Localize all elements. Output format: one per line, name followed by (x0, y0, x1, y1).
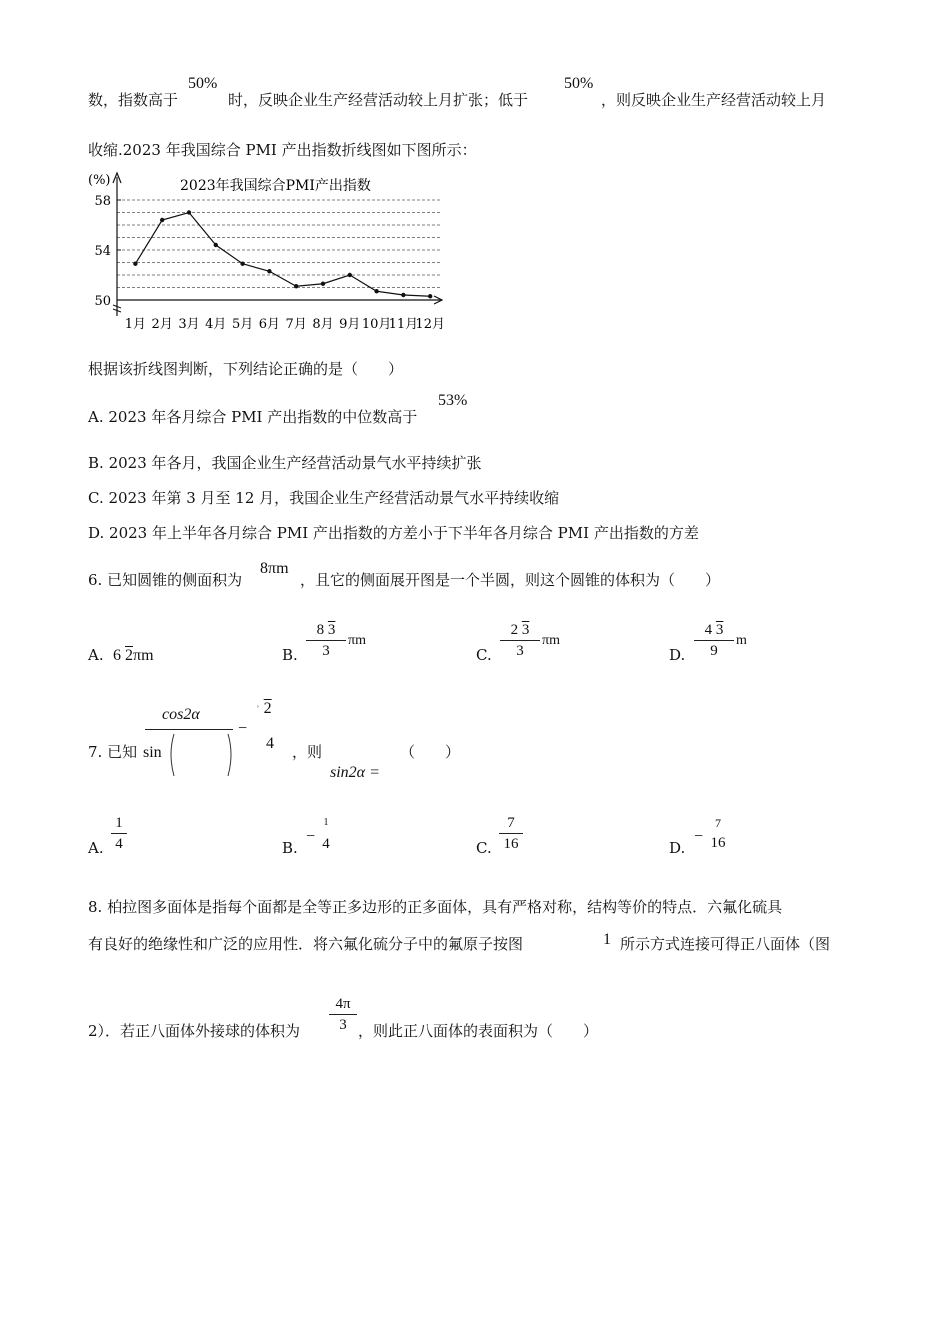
x-tick-label: 6月 (258, 317, 281, 332)
q8-line3b: ，则此正八面体的表面积为（ ） (358, 1022, 599, 1040)
data-point-8月 (321, 282, 325, 286)
q6-a-label: A. (88, 646, 104, 664)
q7-paren: （ ） (400, 743, 461, 761)
data-point-3月 (187, 210, 191, 214)
q7-rhs-den: 4 (266, 735, 274, 752)
data-point-11月 (401, 293, 405, 297)
data-point-10月 (374, 289, 378, 293)
q5-c-label: C. (88, 489, 104, 507)
q6-c-label: C. (476, 646, 492, 664)
q5-b-text: 2023 年各月，我国企业生产经营活动景气水平持续扩张 (108, 454, 482, 472)
q5-option-a (88, 407, 417, 427)
q8-line3a: 2）．若正八面体外接球的体积为 (88, 1022, 301, 1040)
q5-option-c (88, 488, 559, 508)
x-tick-label: 1月 (124, 317, 147, 332)
q6-a-expr: 6 2πm (113, 647, 154, 664)
q6-d-fraction: 4 3 9 (694, 621, 734, 660)
data-point-5月 (240, 262, 244, 266)
chart-title: 2023年我国综合PMI产出指数 (180, 178, 371, 194)
data-point-6月 (267, 269, 271, 273)
data-point-4月 (214, 243, 218, 247)
q6-d-tail: m (736, 633, 747, 648)
q8-fig-no: 1 (603, 931, 611, 948)
x-tick-label: 5月 (231, 317, 254, 332)
y-tick-label-58: 58 (94, 194, 111, 209)
q5-option-d (88, 523, 699, 543)
q7-d-label: D. (669, 839, 686, 857)
x-tick-label: 3月 (178, 317, 200, 332)
chart-y-unit: (%) (88, 173, 111, 188)
q6-d-label: D. (669, 646, 686, 664)
intro-line1a: 数，指数高于 (88, 91, 179, 109)
data-point-1月 (133, 262, 137, 266)
q6-stem-b: ，且它的侧面展开图是一个半圆，则这个圆锥的体积为（ ） (300, 571, 721, 589)
x-tick-label: 7月 (285, 317, 307, 332)
q7-den-parens (166, 730, 236, 780)
x-tick-label: 10月 (361, 317, 392, 332)
intro-line1c: ，则反映企业生产经营活动较上月 (601, 91, 827, 109)
x-tick-label: 2月 (151, 317, 173, 332)
q6-b-label: B. (282, 646, 298, 664)
x-tick-label: 4月 (205, 317, 227, 332)
y-tick-label-50: 50 (94, 294, 111, 309)
q5-d-label: D. (88, 524, 105, 542)
x-tick-label: 8月 (312, 317, 334, 332)
q7-target: sin2α = (330, 764, 380, 781)
intro-line2: 收缩.2023 年我国综合 PMI 产出指数折线图如下图所示： (88, 141, 477, 159)
q8-volume-fraction: 4π 3 (329, 995, 357, 1034)
q5-option-b (88, 453, 482, 473)
intro-line1b: 时，反映企业生产经营活动较上月扩张；低于 (228, 91, 529, 109)
q7-c-label: C. (476, 839, 492, 857)
q5-stem: 根据该折线图判断，下列结论正确的是（ ） (88, 360, 404, 378)
q7-rhs-top: ʾ 2 (256, 700, 272, 717)
q7-stem-b: ，则 (292, 743, 323, 761)
data-point-9月 (348, 273, 352, 277)
q5-a-label: A. (88, 408, 104, 426)
q7-frac-den: sin (143, 744, 162, 761)
q7-b-sign: − (306, 828, 316, 845)
q8-line2a: 有良好的绝缘性和广泛的应用性．将六氟化硫分子中的氟原子按图 (88, 935, 524, 953)
q5-d-text: 2023 年上半年各月综合 PMI 产出指数的方差小于下半年各月综合 PMI 产出指数的方差 (109, 524, 699, 542)
q5-c-text: 2023 年第 3 月至 12 月，我国企业生产经营活动景气水平持续收缩 (108, 489, 560, 507)
q7-c-fraction: 7 16 (499, 814, 523, 853)
x-tick-label: 12月 (415, 317, 445, 332)
data-point-7月 (294, 284, 298, 288)
y-tick-label-54: 54 (94, 244, 111, 259)
data-point-12月 (428, 294, 432, 298)
q7-minus: − (238, 720, 248, 737)
q6-area: 8πm (260, 560, 289, 577)
q6-c-tail: πm (542, 633, 560, 648)
q7-d-fraction: 7 16 (710, 816, 726, 851)
q7-b-label: B. (282, 839, 298, 857)
x-tick-label: 11月 (388, 317, 419, 332)
q5-b-label: B. (88, 454, 104, 472)
q6-c-fraction: 2 3 3 (500, 621, 540, 660)
q8-line2b: 所示方式连接可得正八面体（图 (620, 935, 831, 953)
pct-50-second: 50% (564, 75, 594, 92)
q8-line1: 8. 柏拉图多面体是指每个面都是全等正多边形的正多面体，具有严格对称，结构等价的特点．六氟化硫具 (88, 898, 783, 916)
q7-d-sign: − (694, 828, 704, 845)
q6-b-fraction: 8 3 3 (306, 621, 346, 660)
q7-stem-a: 7. 已知 (88, 743, 138, 761)
pct-50-first: 50% (188, 75, 218, 92)
q7-a-fraction: 1 4 (111, 814, 127, 853)
q7-b-fraction: 1 4 (322, 817, 330, 852)
pmi-line-chart (82, 168, 462, 338)
q7-frac-num: cos2α (162, 706, 200, 723)
x-tick-label: 9月 (339, 317, 361, 332)
q6-b-tail: πm (348, 633, 366, 648)
q5-a-text: 2023 年各月综合 PMI 产出指数的中位数高于 (108, 408, 418, 426)
q7-a-label: A. (88, 839, 104, 857)
q5-a-pct: 53% (438, 392, 468, 409)
data-point-2月 (160, 218, 164, 222)
q6-stem-a: 6. 已知圆锥的侧面积为 (88, 571, 243, 589)
